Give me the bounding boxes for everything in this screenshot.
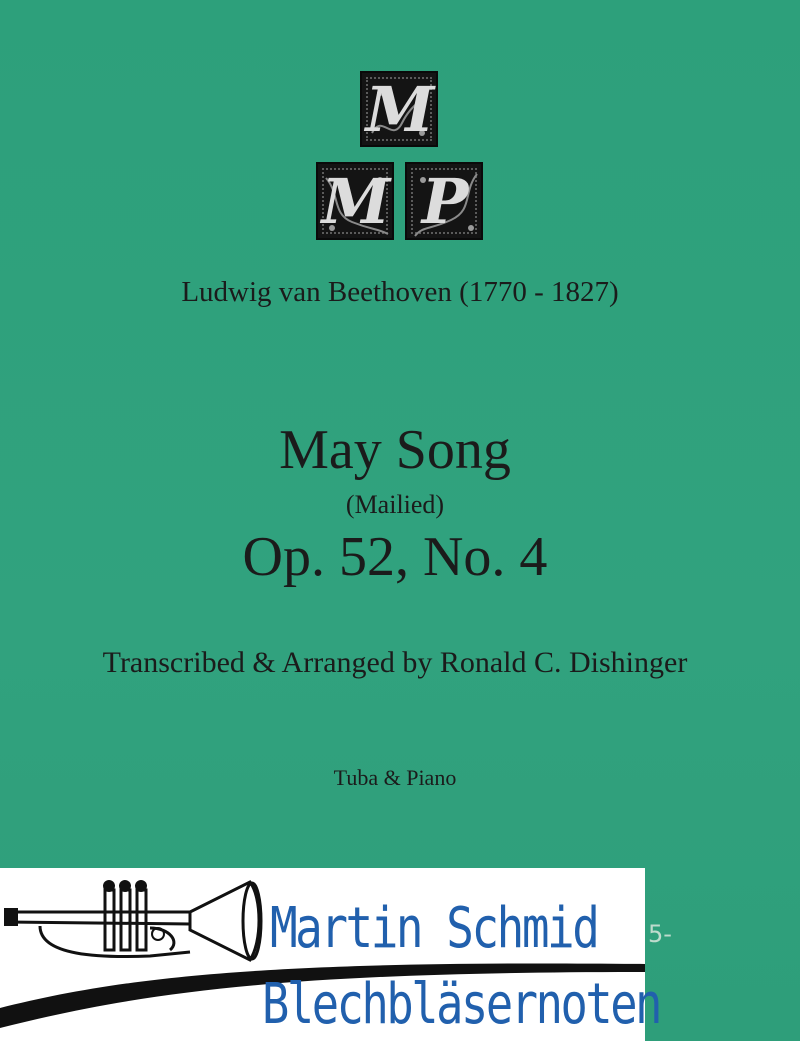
dealer-stamp [0, 868, 661, 1041]
logo-letter: M [321, 164, 389, 238]
logo-block-top [360, 71, 438, 147]
logo-block-left [316, 162, 394, 240]
piece-subtitle: (Mailied) [345, 490, 445, 519]
logo-block-right [405, 162, 483, 240]
dealer-name: Martin Schmid [270, 896, 598, 961]
opus-number: Op. 52, No. 4 [242, 526, 548, 588]
composer-name: Ludwig van Beethoven (1770 - 1827) [181, 276, 619, 308]
logo-letter: M [365, 72, 433, 146]
logo-letter: P [421, 164, 467, 238]
piece-title: May Song [279, 419, 511, 481]
arranger-credit: Transcribed & Arranged by Ronald C. Dishinger [102, 646, 688, 679]
price-mark: 5- [648, 920, 672, 948]
instrumentation: Tuba & Piano [333, 765, 457, 790]
dealer-subtitle: Blechbläsernoten [262, 972, 661, 1037]
